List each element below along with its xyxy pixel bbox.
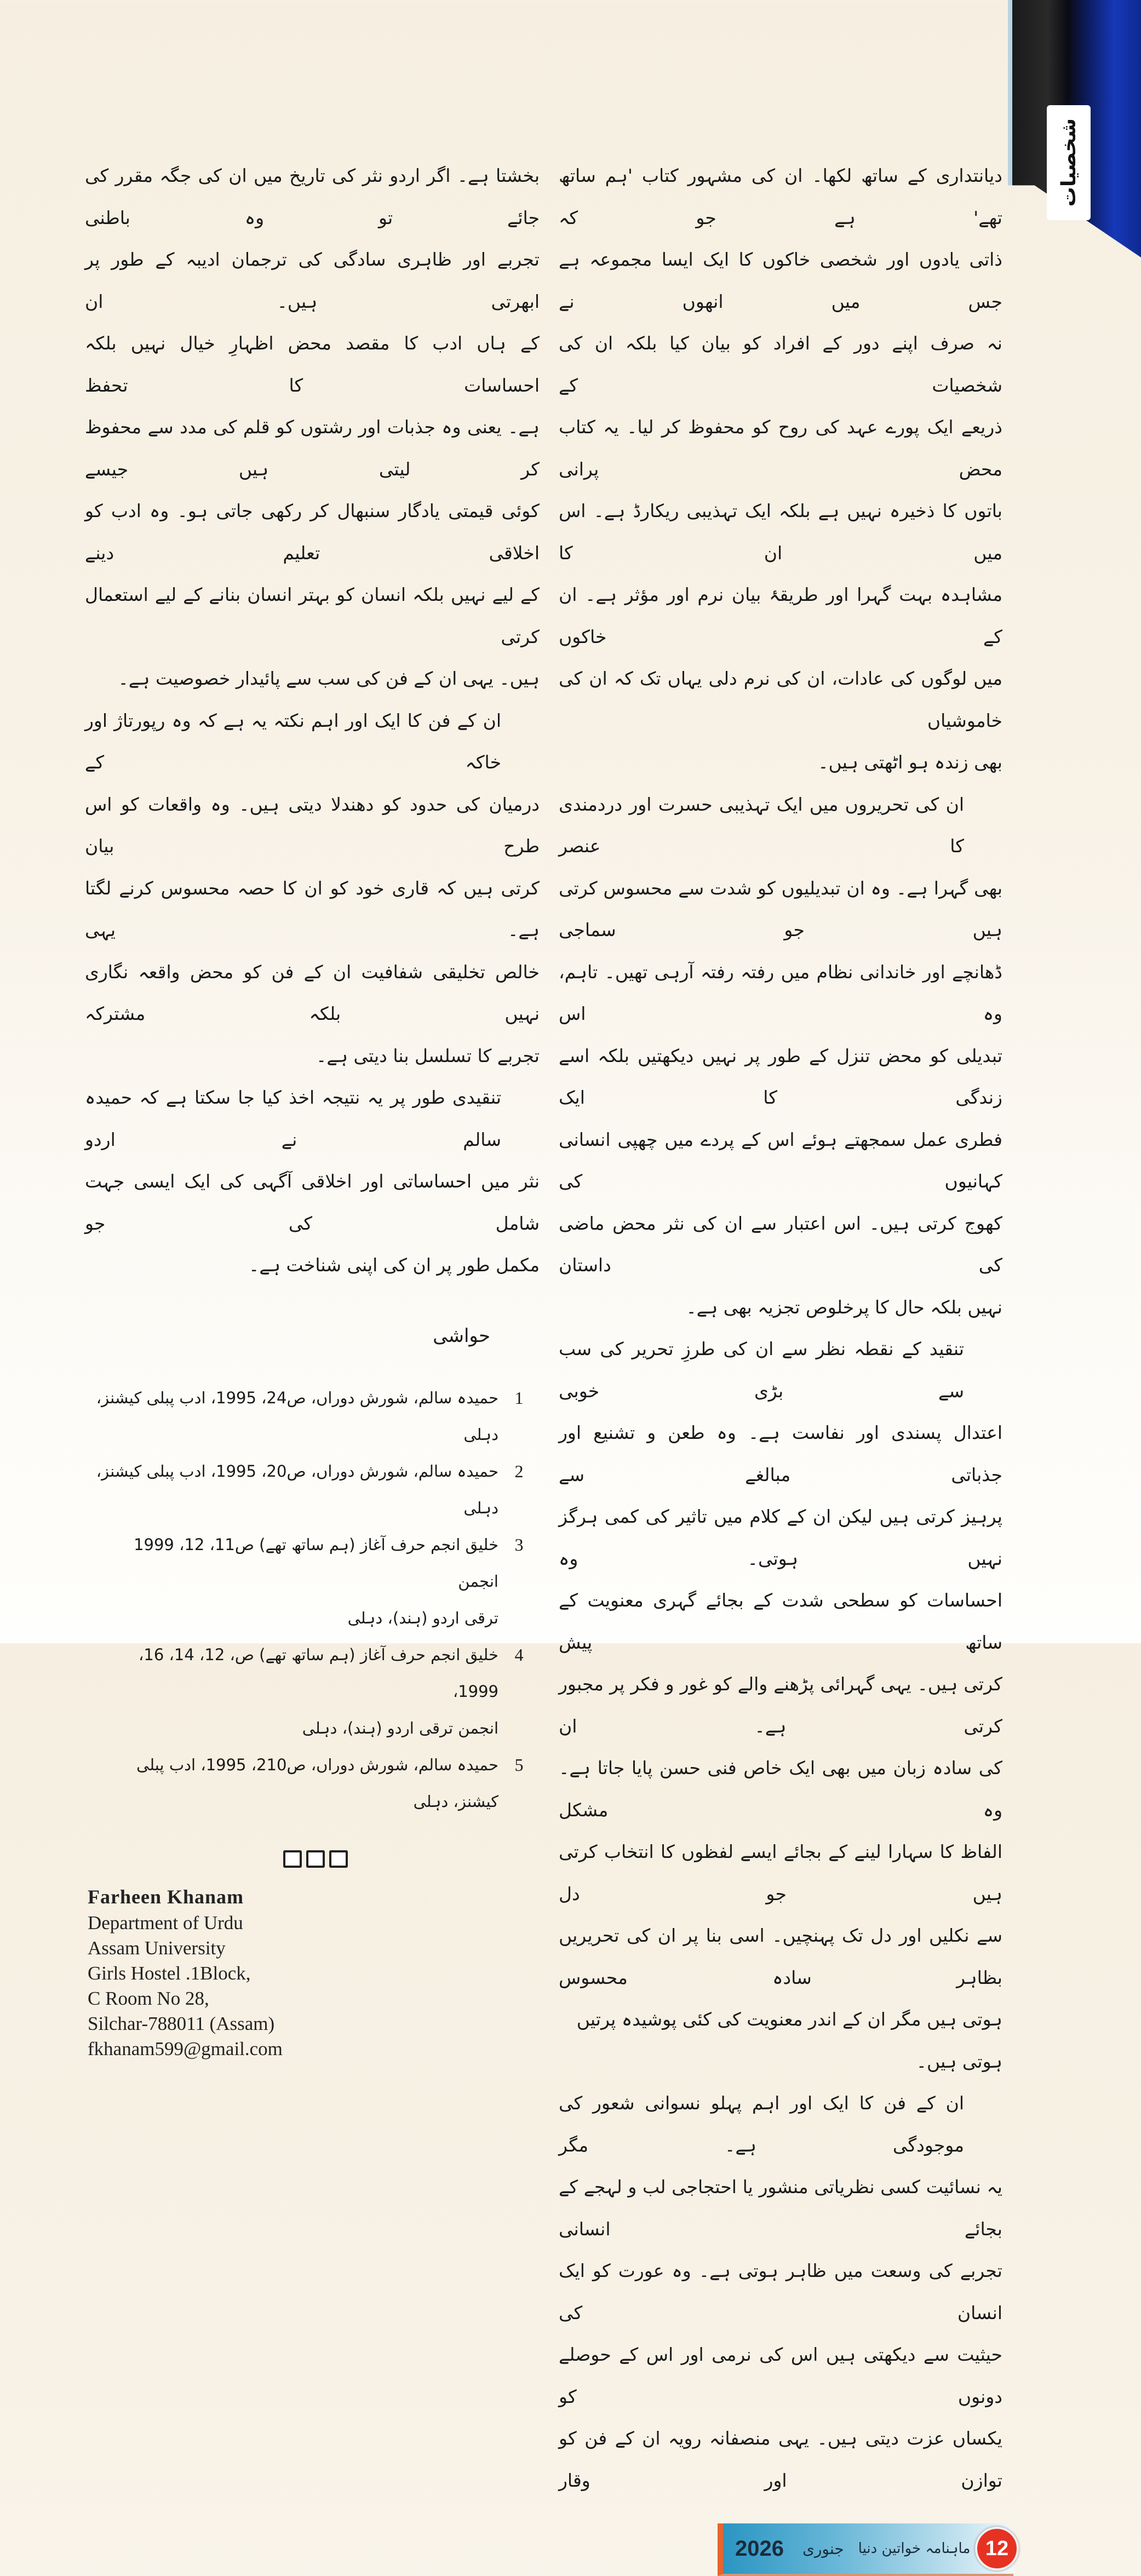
text-line: یہ نسائیت کسی نظریاتی منشور یا احتجاجی لب و لہجے کے بجائے انسانی [559,2176,1002,2240]
author-address-line: fkhanam599@gmail.com [88,2038,283,2059]
footnotes-heading: حواشی [433,1324,490,1347]
text-line: ہوتی ہیں مگر ان کے اندر معنویت کی کئی پوشیدہ پرتیں ہوتی ہیں۔ [576,2009,1002,2072]
text-line: مکمل طور پر ان کی اپنی شناخت ہے۔ [249,1254,540,1276]
footnote-line: حمیدہ سالم، شورش دوراں، ص24، 1995، ادب پبلی کیشنز، دہلی [96,1388,498,1444]
footer-year: 2026 [735,2536,784,2561]
text-line: ذریعے ایک پورے عہد کی روح کو محفوظ کر لیا۔ یہ کتاب محض پرانی [559,416,1002,480]
text-line: مشاہدہ بہت گہرا اور طریقۂ بیان نرم اور مؤثر ہے۔ ان کے خاکوں [559,584,1002,647]
text-line: کی سادہ زبان میں بھی ایک خاص فنی حسن پایا جاتا ہے۔ وہ مشکل [559,1757,1002,1821]
text-line: حیثیت سے دیکھتی ہیں اس کی نرمی اور اس کے حوصلے دونوں کو [559,2344,1002,2407]
left-text-column [85,155,540,1287]
footnotes [93,1317,540,1820]
section-label-text: شخصیات [1057,118,1080,207]
text-line: میں لوگوں کی عادات، ان کی نرم دلی یہاں تک کہ ان کی خاموشیاں [559,668,1002,731]
text-line: تجربے اور ظاہری سادگی کی ترجمان ادیبہ کے طور پر ابھرتی ہیں۔ ان [85,249,540,312]
author-block [88,1884,540,2062]
author-address-line: Department of Urdu [88,1912,243,1934]
text-line: یکساں عزت دیتی ہیں۔ یہی منصفانہ رویہ ان کے فن کو توازن اور وقار [559,2428,1002,2491]
page-footer [718,2523,1013,2576]
text-line: سے نکلیں اور دل تک پہنچیں۔ اسی بنا پر ان کی تحریریں بظاہر سادہ محسوس [559,1925,1002,1988]
text-line: خالص تخلیقی شفافیت ان کے فن کو محض واقعہ نگاری نہیں بلکہ مشترکہ [85,961,540,1024]
text-line: کرتی ہیں۔ یہی گہرائی پڑھنے والے کو غور و فکر پر مجبور کرتی ہے۔ ان [559,1673,1002,1737]
footnote-line: خلیق انجم حرف آغاز (ہم ساتھ تھے) ص، 12، 14، 16، 1999، [139,1645,498,1701]
author-address-line: C Room No 28, [88,1987,209,2009]
footnote-line: انجمن ترقی اردو (ہند)، دہلی [302,1718,498,1737]
footnote-text [93,1380,498,1453]
footnote-number: 2 [514,1461,524,1481]
text-line: اعتدال پسندی اور نفاست ہے۔ وہ طعن و تشنیع اور جذباتی مبالغے سے [559,1422,1002,1485]
end-of-article-marks [283,1850,540,1868]
footnote-item [93,1747,540,1820]
footnote-text [93,1527,498,1637]
text-line: بھی زندہ ہو اٹھتی ہیں۔ [818,751,1002,773]
text-line: کے ہاں ادب کا مقصد محض اظہارِ خیال نہیں بلکہ احساسات کا تحفظ [85,332,540,396]
left-page-stack [85,155,540,2062]
text-line: تنقیدی طور پر یہ نتیجہ اخذ کیا جا سکتا ہے کہ حمیدہ سالم نے اردو [85,1087,501,1150]
text-line: ہے۔ یعنی وہ جذبات اور رشتوں کو قلم کی مدد سے محفوظ کر لیتی ہیں جیسے [85,416,540,480]
text-line: ہیں۔ یہی ان کے فن کی سب سے پائیدار خصوصیت ہے۔ [118,668,540,689]
text-line: تبدیلی کو محض تنزل کے طور پر نہیں دیکھتیں بلکہ اسے زندگی کا ایک [559,1045,1002,1108]
footnote-item [93,1637,540,1747]
footnote-text [93,1637,498,1747]
author-address-line: Silchar-788011 (Assam) [88,2012,275,2034]
footnote-item [93,1527,540,1637]
text-line: ان کے فن کا ایک اور اہم نکتہ یہ ہے کہ وہ رپورتاژ اور خاکہ کے [85,709,501,773]
section-label [1047,105,1091,220]
text-line: احساسات کو سطحی شدت کے بجائے گہری معنویت کے ساتھ پیش [559,1590,1002,1653]
footnote-number: 4 [514,1644,524,1665]
text-line: کھوج کرتی ہیں۔ اس اعتبار سے ان کی نثر محض ماضی کی داستان [559,1212,1002,1276]
text-line: بھی گہرا ہے۔ وہ ان تبدیلیوں کو شدت سے محسوس کرتی ہیں جو سماجی [559,877,1002,940]
author-name: Farheen Khanam [88,1885,244,1908]
footnote-number: 3 [514,1534,524,1554]
footnote-item [93,1453,540,1527]
text-line: الفاظ کا سہارا لینے کے بجائے ایسے لفظوں کا انتخاب کرتی ہیں جو دل [559,1841,1002,1904]
text-line: نثر میں احساساتی اور اخلاقی آگہی کی ایک ایسی جہت شامل کی جو [85,1171,540,1234]
text-line: کے لیے نہیں بلکہ انسان کو بہتر انسان بنانے کے لیے استعمال کرتی [85,584,540,647]
text-line: بخشتا ہے۔ اگر اردو نثر کی تاریخ میں ان کی جگہ مقرر کی جائے تو وہ باطنی [85,165,540,228]
author-address-line: Girls Hostel .1Block, [88,1962,251,1984]
page-number-badge: 12 [975,2527,1019,2571]
footnote-line: حمیدہ سالم، شورش دوراں، ص210، 1995، ادب پبلی کیشنز، دہلی [136,1755,498,1811]
footnote-line: ترقی اردو (ہند)، دہلی [347,1608,498,1627]
text-line: ان کے فن کا ایک اور اہم پہلو نسوانی شعور کی موجودگی ہے۔ مگر [559,2092,964,2156]
footnote-line: حمیدہ سالم، شورش دوراں، ص20، 1995، ادب پبلی کیشنز، دہلی [96,1461,498,1517]
text-line: دیانتداری کے ساتھ لکھا۔ ان کی مشہور کتاب 'ہم ساتھ تھے' ہے جو کہ [559,165,1002,228]
text-line: تجربے کی وسعت میں ظاہر ہوتی ہے۔ وہ عورت کو ایک انسان کی [559,2260,1002,2323]
text-line: فطری عمل سمجھتے ہوئے اس کے پردے میں چھپی انسانی کہانیوں کی [559,1128,1002,1192]
text-line: ان کی تحریروں میں ایک تہذیبی حسرت اور دردمندی کا عنصر [559,793,964,857]
footnote-line: خلیق انجم حرف آغاز (ہم ساتھ تھے) ص11، 12، 1999 انجمن [134,1535,498,1591]
author-address-line: Assam University [88,1937,226,1959]
text-line: ڈھانچے اور خاندانی نظام میں رفتہ رفتہ آرہی تھیں۔ تاہم، وہ اس [559,961,1002,1024]
footer-month: جنوری [802,2539,844,2558]
footnote-number: 5 [514,1754,524,1775]
footer-spacer [559,2502,1002,2523]
text-line: تجربے کا تسلسل بنا دیتی ہے۔ [316,1045,540,1066]
text-line: پرہیز کرتی ہیں لیکن ان کے کلام میں تاثیر کی کمی ہرگز نہیں ہوتی۔ وہ [559,1506,1002,1569]
footnote-item [93,1380,540,1453]
text-line: درمیان کی حدود کو دھندلا دیتی ہیں۔ وہ واقعات کو اس طرح بیان [85,793,540,857]
text-line: کوئی قیمتی یادگار سنبھال کر رکھی جاتی ہو۔ وہ ادب کو اخلاقی تعلیم دینے [85,500,540,564]
text-line: باتوں کا ذخیرہ نہیں ہے بلکہ ایک تہذیبی ریکارڈ ہے۔ اس میں ان کا [559,500,1002,564]
right-text-column [559,155,1002,2502]
footnote-number: 1 [514,1387,524,1408]
text-line: کرتی ہیں کہ قاری خود کو ان کا حصہ محسوس کرنے لگتا ہے۔ یہی [85,877,540,940]
footnote-text [93,1747,498,1820]
footer-magazine-name: ماہنامہ خواتین دنیا [858,2540,971,2557]
text-line: ذاتی یادوں اور شخصی خاکوں کا ایک ایسا مجموعہ ہے جس میں انھوں نے [559,249,1002,312]
footnote-text [93,1453,498,1527]
text-line: نہ صرف اپنے دور کے افراد کو بیان کیا بلکہ ان کی شخصیات کے [559,332,1002,396]
text-line: تنقید کے نقطہ نظر سے ان کی طرزِ تحریر کی سب سے بڑی خوبی [559,1338,964,1402]
text-line: نہیں بلکہ حال کا پرخلوص تجزیہ بھی ہے۔ [686,1296,1002,1318]
right-page-stack [559,155,1009,2576]
